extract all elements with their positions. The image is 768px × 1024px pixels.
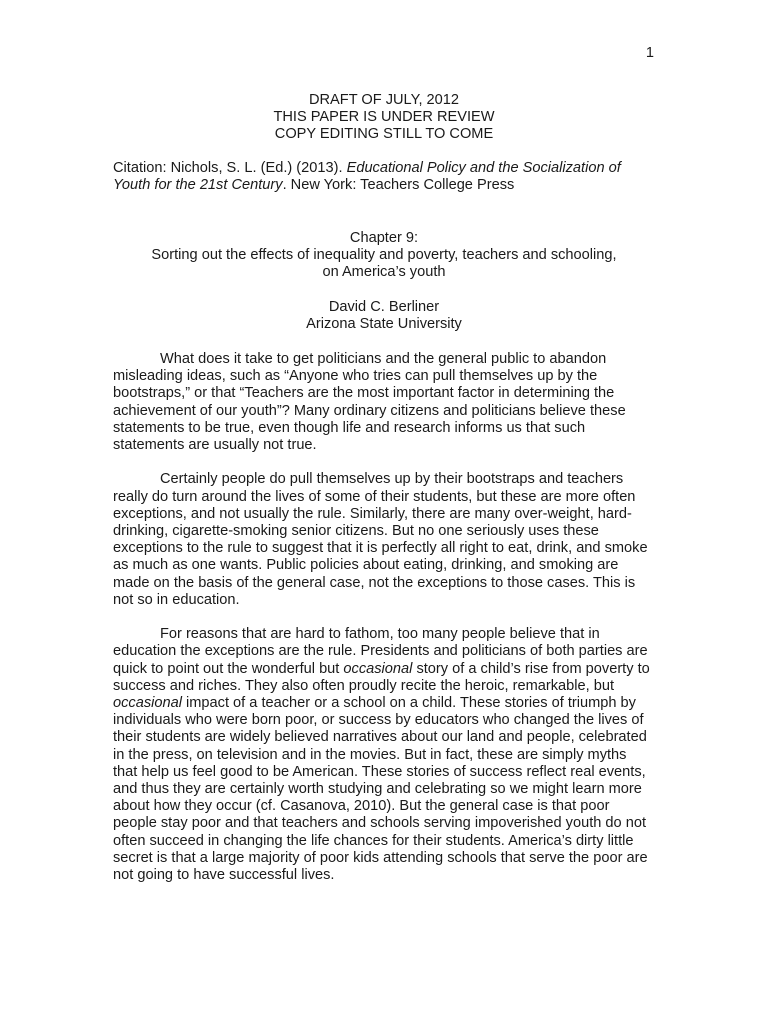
paragraph-3-part-b: story of a child’s rise from poverty to success and riches. They also often proudly recite the heroic, remarkable, but xyxy=(113,660,650,694)
author-affiliation: Arizona State University xyxy=(306,316,462,333)
editing-status: COPY EDITING STILL TO COME xyxy=(274,126,494,143)
chapter-title-line2: on America’s youth xyxy=(322,264,446,281)
paragraph-3-emphasis-1: occasional xyxy=(343,660,413,677)
citation xyxy=(113,160,653,194)
citation-suffix: . New York: Teachers College Press xyxy=(282,177,515,194)
chapter-number: Chapter 9: xyxy=(349,230,419,246)
draft-date: DRAFT OF JULY, 2012 xyxy=(308,92,460,108)
body-text xyxy=(113,351,653,901)
paragraph-3-part-a: For reasons that are hard to fathom, too many people believe that in education the exceptions are the rule. Presidents and politicians of both parties are quick to point out the wonderful but xyxy=(113,626,648,677)
citation-book-title: Educational Policy and the Socialization of Youth for the 21st Century xyxy=(113,160,621,194)
review-status: THIS PAPER IS UNDER REVIEW xyxy=(273,109,495,126)
chapter-heading xyxy=(0,230,768,282)
paragraph-1: What does it take to get politicians and the general public to abandon misleading ideas, such as “Anyone who tries can pull themselves up by the bootstraps,” or that “Teachers are the most important factor in determining the achievement of our youth”? Many ordinary citizens and politicians believe these statements to be true, even though life and research informs us that such statements are usually not true. xyxy=(113,351,626,454)
paragraph-3-part-c: impact of a teacher or a school on a child. These stories of triumph by individuals who were born poor, or success by educators who changed the lives of their students are widely believed narratives about our land and people, celebrated in the press, on television and in the movies. But in fact, these are simply myths that help us feel good to be American. These stories of success reflect real events, and thus they are certainly worth studying and celebrating so we might learn more about how they occur (cf. Casanova, 2010). But the general case is that poor people stay poor and that teachers and schools serving impoverished youth do not often succeed in changing the life chances for their students. America’s dirty little secret is that a large majority of poor kids attending schools that serve the poor are not going to have successful lives. xyxy=(113,695,648,884)
chapter-title-line1: Sorting out the effects of inequality and poverty, teachers and schooling, xyxy=(151,247,617,264)
page-number: 1 xyxy=(645,45,654,61)
author-name: David C. Berliner xyxy=(328,299,440,315)
draft-notice xyxy=(0,92,768,144)
citation-prefix: Citation: Nichols, S. L. (Ed.) (2013). xyxy=(113,160,347,176)
author-block xyxy=(0,299,768,333)
paragraph-3-emphasis-2: occasional xyxy=(113,695,182,712)
paragraph-2: Certainly people do pull themselves up by their bootstraps and teachers really do turn around the lives of some of their students, but these are more often exceptions, and not usually the rule. Similarly, there are many over-weight, hard-drinking, cigarette-smoking senior citizens. But no one seriously uses these exceptions to the rule to suggest that it is perfectly all right to eat, drink, and smoke as much as one wants. Public policies about eating, drinking, and smoking are made on the basis of the general case, not the exceptions to those cases. This is not so in education. xyxy=(113,471,648,608)
paragraph-3 xyxy=(113,626,653,884)
